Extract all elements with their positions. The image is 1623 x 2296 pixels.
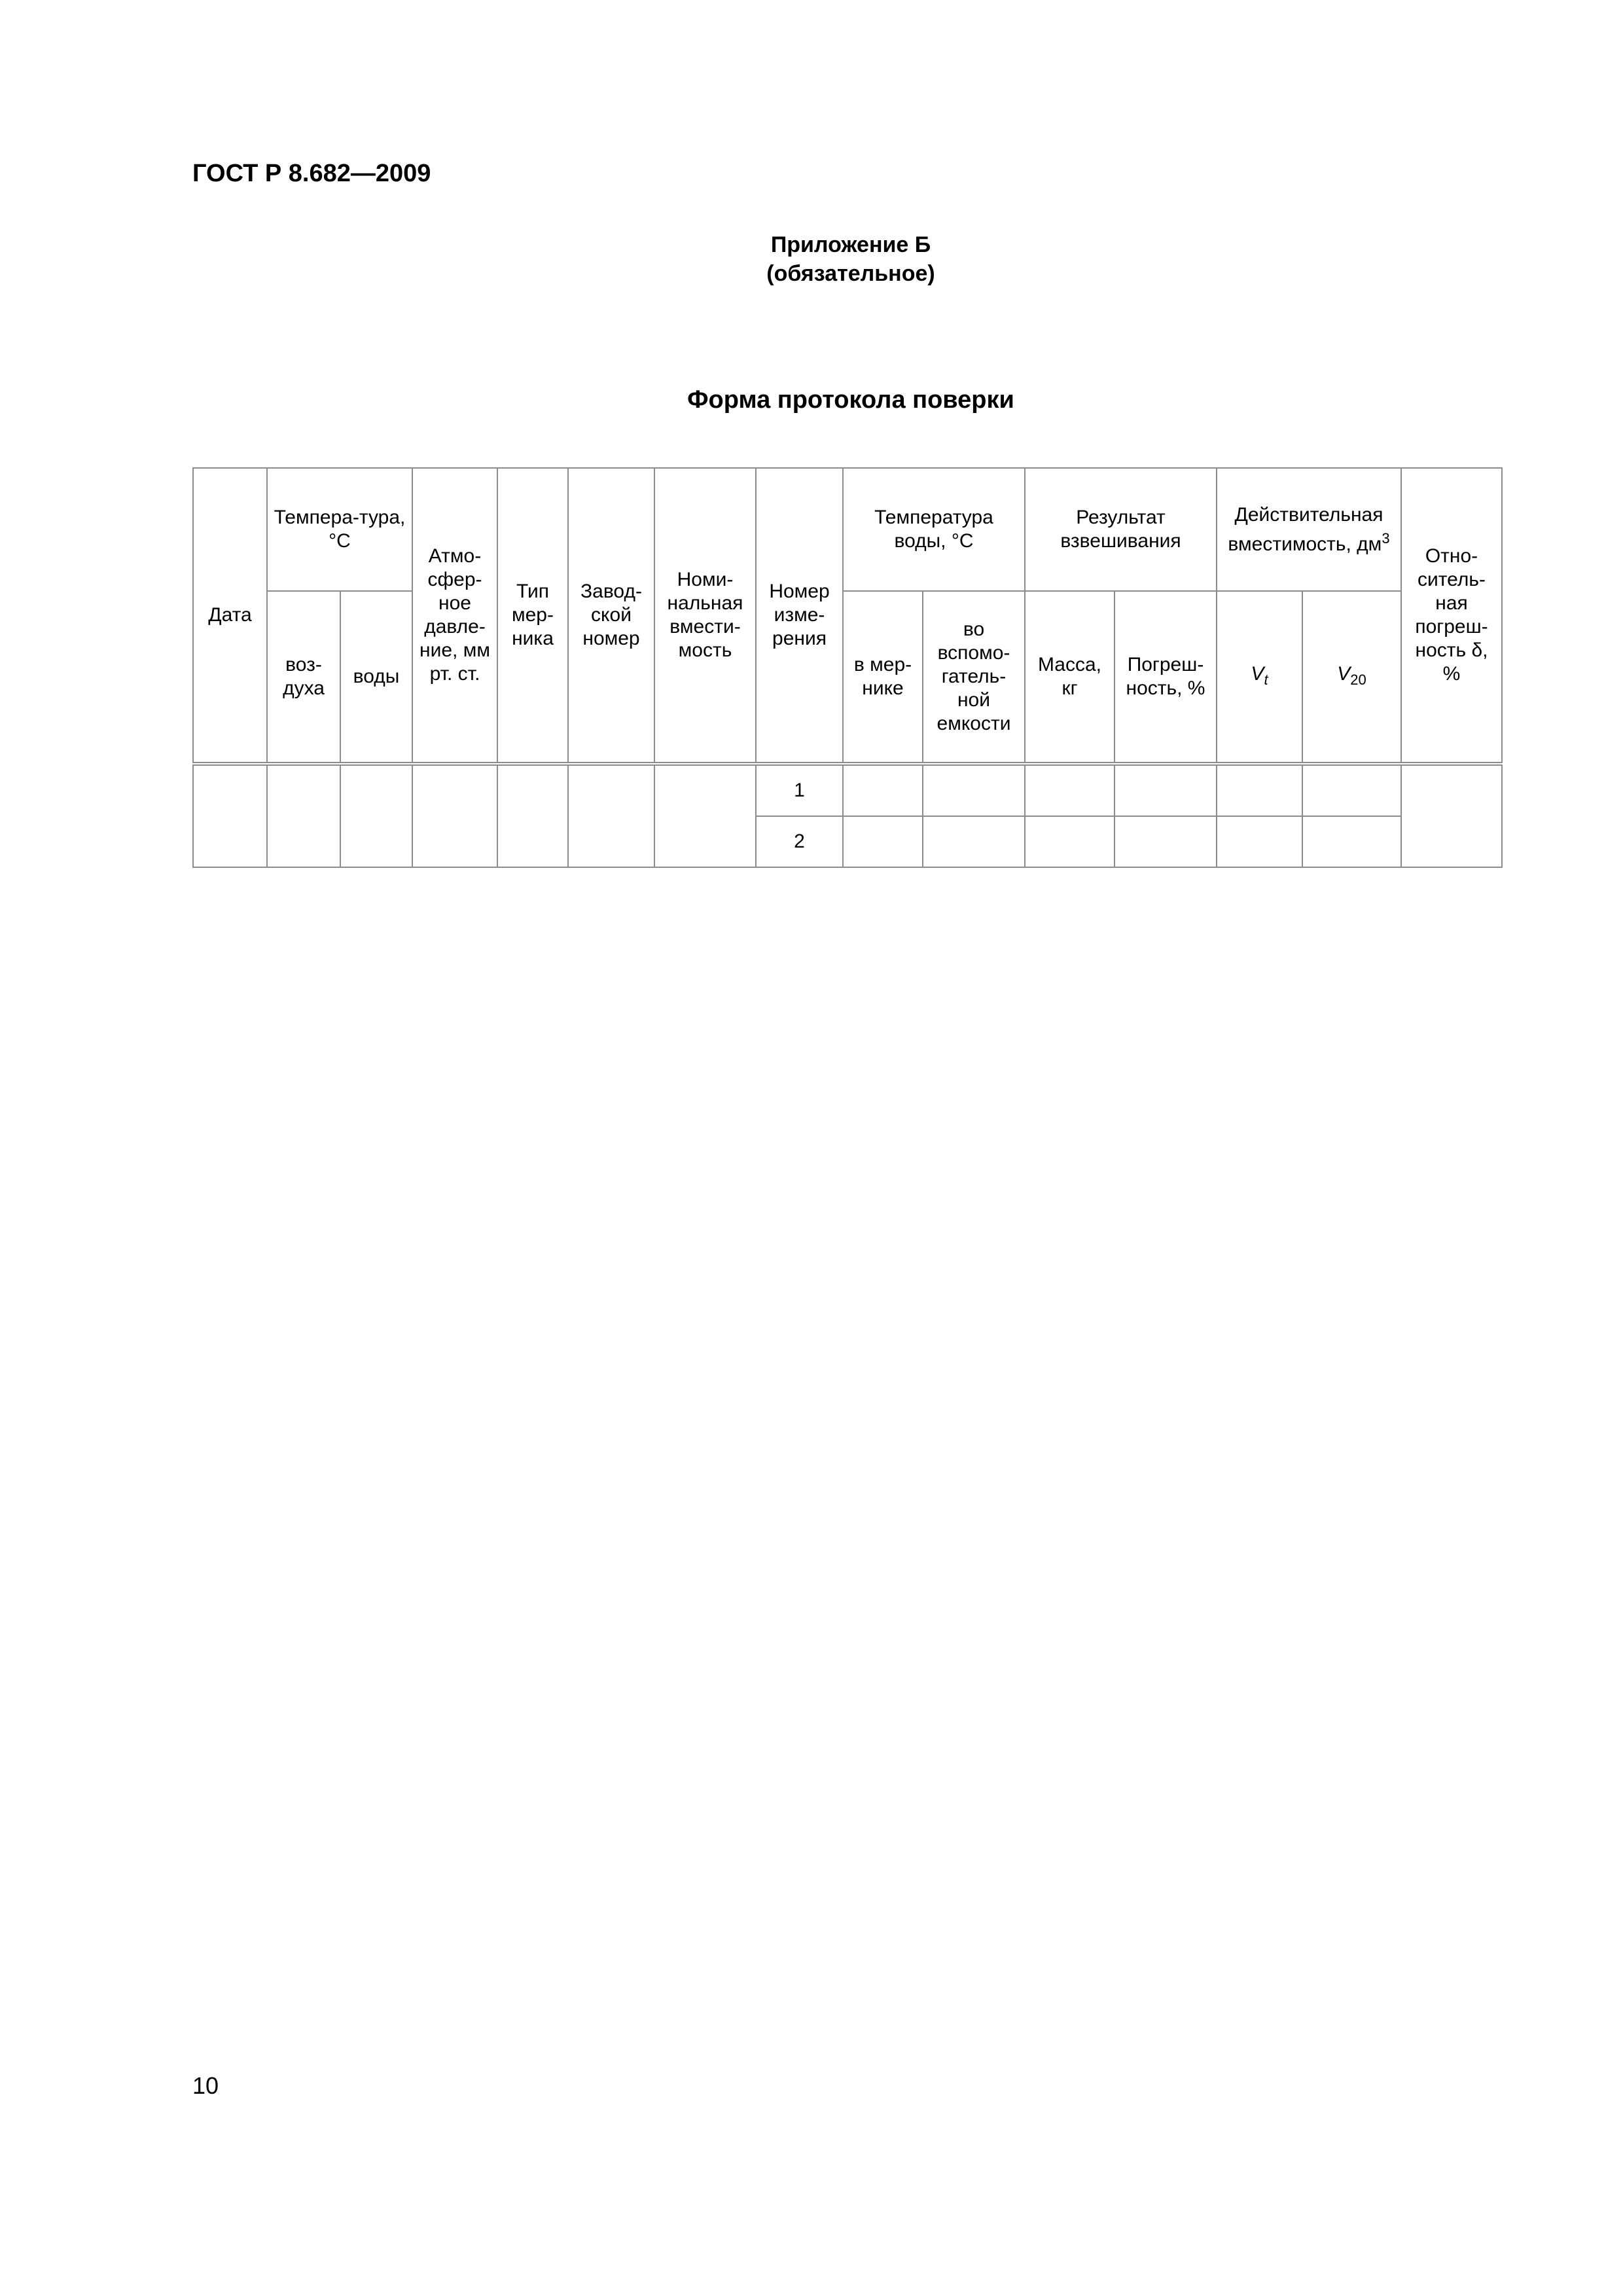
header-pressure: Атмо-сфер-ное давле-ние, мм рт. ст. <box>412 468 497 764</box>
header-air: воз-духа <box>267 591 340 764</box>
table-row <box>193 764 1502 816</box>
cell-in-auxiliary <box>923 816 1025 867</box>
appendix-title: Приложение Б <box>770 232 931 257</box>
header-error: Погреш-ность, % <box>1115 591 1217 764</box>
cell-v20 <box>1302 816 1401 867</box>
header-weighing-result: Результат взвешивания <box>1025 468 1217 591</box>
header-date: Дата <box>193 468 267 764</box>
header-serial-number: Завод-ской номер <box>568 468 654 764</box>
protocol-table <box>192 467 1503 868</box>
header-water-temperature: Температура воды, °С <box>843 468 1025 591</box>
vt-subscript: t <box>1264 671 1268 688</box>
appendix-heading <box>654 230 1047 288</box>
cell-nominal-capacity <box>654 764 756 867</box>
header-water: воды <box>340 591 412 764</box>
cell-in-auxiliary <box>923 764 1025 816</box>
header-v20 <box>1302 591 1401 764</box>
cell-mass <box>1025 764 1115 816</box>
header-measure-type: Тип мер-ника <box>497 468 568 764</box>
cell-serial-number <box>568 764 654 867</box>
cell-mass <box>1025 816 1115 867</box>
cell-in-measure <box>843 764 923 816</box>
v20-letter: V <box>1337 662 1351 685</box>
cell-relative-error <box>1401 764 1502 867</box>
actual-capacity-exponent: 3 <box>1382 529 1390 547</box>
vt-letter: V <box>1251 662 1264 685</box>
header-in-measure: в мер-нике <box>843 591 923 764</box>
header-vt <box>1217 591 1302 764</box>
cell-pressure <box>412 764 497 867</box>
header-measurement-number: Номер изме-рения <box>756 468 843 764</box>
cell-air <box>267 764 340 867</box>
actual-capacity-label: Действительная вместимость, дм <box>1228 503 1383 555</box>
cell-in-measure <box>843 816 923 867</box>
cell-measurement-number: 1 <box>756 764 843 816</box>
header-relative-error: Отно-ситель-ная погреш-ность δ, % <box>1401 468 1502 764</box>
cell-measurement-number: 2 <box>756 816 843 867</box>
header-actual-capacity <box>1217 468 1401 591</box>
page-number: 10 <box>192 2072 219 2099</box>
header-in-auxiliary: во вспомо-гатель-ной емкости <box>923 591 1025 764</box>
cell-measure-type <box>497 764 568 867</box>
form-title: Форма протокола поверки <box>687 386 1014 414</box>
cell-error <box>1115 764 1217 816</box>
cell-water <box>340 764 412 867</box>
header-temperature: Темпера-тура, °С <box>267 468 412 591</box>
header-mass: Масса, кг <box>1025 591 1115 764</box>
cell-error <box>1115 816 1217 867</box>
cell-vt <box>1217 764 1302 816</box>
cell-date <box>193 764 267 867</box>
cell-v20 <box>1302 764 1401 816</box>
cell-vt <box>1217 816 1302 867</box>
document-code: ГОСТ Р 8.682—2009 <box>192 160 431 187</box>
header-nominal-capacity: Номи-нальная вмести-мость <box>654 468 756 764</box>
appendix-status: (обязательное) <box>766 261 935 286</box>
v20-subscript: 20 <box>1350 671 1366 688</box>
